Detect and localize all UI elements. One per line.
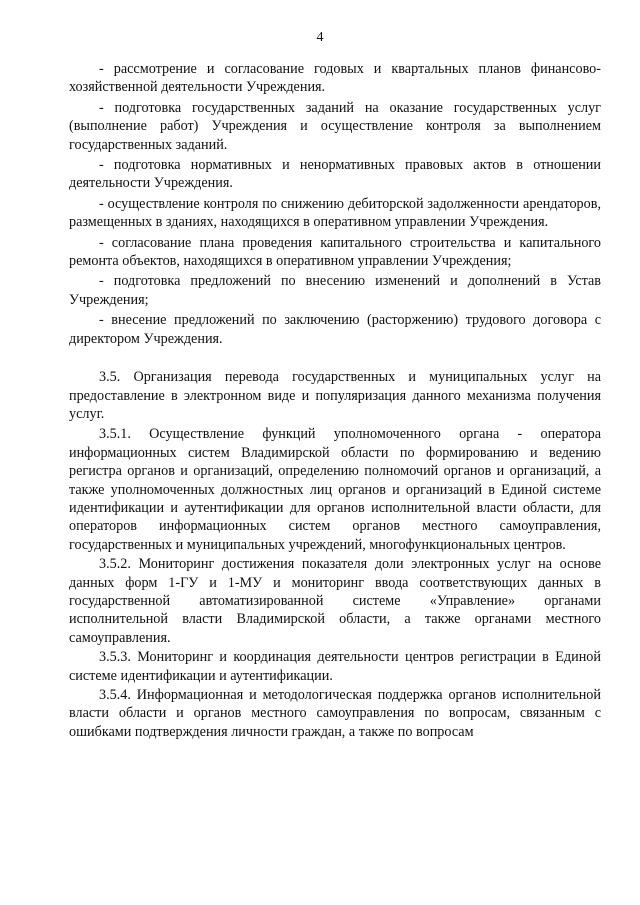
paragraph-gap: [69, 350, 601, 368]
list-item: - подготовка государственных заданий на оказание государственных услуг (выполнение работ) Учреждения и осуществление контроля за выполнением государственных заданий.: [69, 99, 601, 153]
section-heading-3-5: 3.5. Организация перевода государственных и муниципальных услуг на предоставление в электронном виде и популяризация данного механизма получения услуг.: [69, 369, 601, 422]
list-item: - согласование плана проведения капитального строительства и капитального ремонта объектов, находящихся в оперативном управлении Учреждения;: [69, 234, 601, 270]
subsection-3-5-3: 3.5.3. Мониторинг и координация деятельности центров регистрации в Единой системе идентификации и аутентификации.: [69, 649, 601, 684]
list-item: - подготовка предложений по внесению изменений и дополнений в Устав Учреждения;: [69, 273, 601, 308]
page-number: 4: [316, 30, 324, 45]
document-body: [69, 60, 601, 742]
subsection-3-5-1: 3.5.1. Осуществление функций уполномоченного органа - оператора информационных систем Владимирской области по формированию и ведению регистра органов и организаций, определению полномочий органов и организаций, а также уполномоченных должностных лиц органов и организаций в Единой системе идентификации и аутентификации для органов исполнительной власти области, для операторов информационных систем органов местного самоуправления, государственных и муниципальных учреждений, многофункциональных центров.: [69, 426, 601, 553]
subsection-3-5-2: 3.5.2. Мониторинг достижения показателя доли электронных услуг на основе данных форм 1-ГУ и 1-МУ и мониторинг ввода соответствующих данных в государственной автоматизированной системе «Управление» органами исполнительной власти Владимирской области, а также органами местного самоуправления.: [69, 556, 601, 646]
list-item: - рассмотрение и согласование годовых и квартальных планов финансово-хозяйственной деятельности Учреждения.: [69, 61, 601, 96]
list-item: - подготовка нормативных и ненормативных правовых актов в отношении деятельности Учреждения.: [69, 157, 601, 192]
list-item: - внесение предложений по заключению (расторжению) трудового договора с директором Учреждения.: [69, 312, 601, 347]
subsection-3-5-4: 3.5.4. Информационная и методологическая поддержка органов исполнительной власти области и органов местного самоуправления по вопросам, связанным с ошибками подтверждения личности граждан, а также по вопросам: [69, 687, 601, 740]
list-item: - осуществление контроля по снижению дебиторской задолженности арендаторов, размещенных в зданиях, находящихся в оперативном управлении Учреждения.: [69, 195, 601, 231]
